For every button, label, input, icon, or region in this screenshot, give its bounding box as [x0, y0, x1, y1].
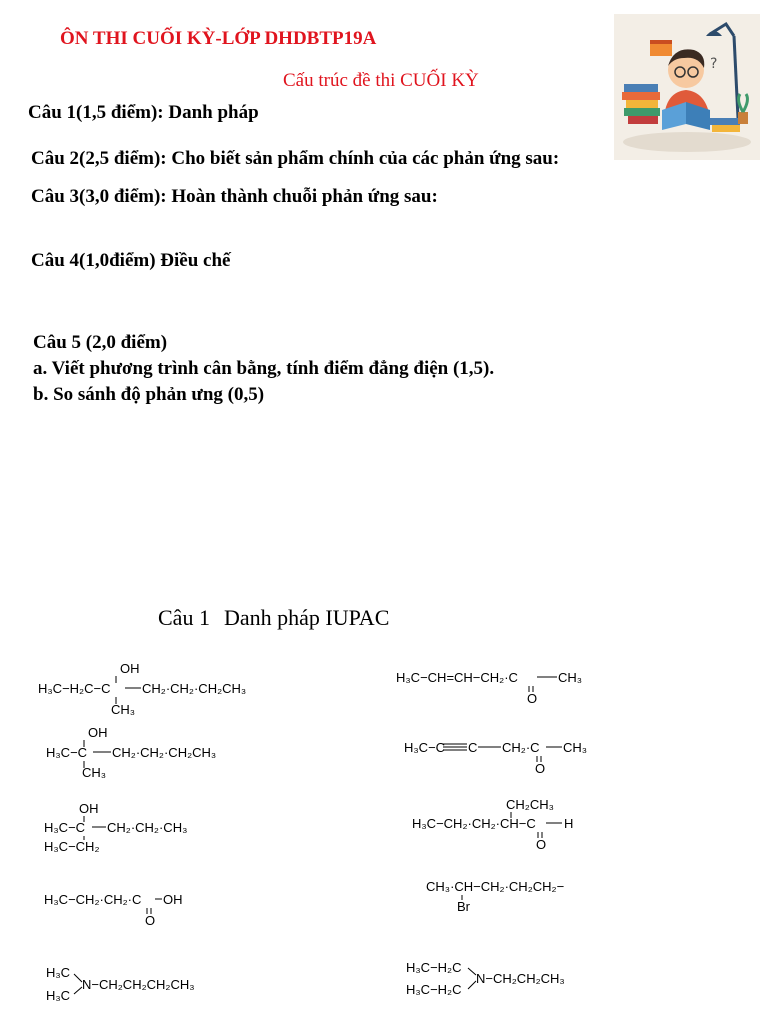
section-title: [158, 605, 403, 631]
m5-left: H₃C: [46, 965, 71, 980]
page-subtitle: Cấu trúc đề thi CUỐI KỲ: [283, 70, 479, 91]
student-reading-icon: [614, 14, 760, 160]
m7-mid: C: [468, 740, 478, 755]
question-4: Câu 4(1,0điểm) Điều chế: [31, 250, 231, 271]
m1-bottom: CH₃: [111, 702, 136, 717]
m3-bottom: H₃C−CH₂: [44, 839, 100, 854]
m9-bottom: Br: [457, 899, 470, 914]
m8-right: H: [564, 816, 574, 831]
m8-top: CH₂CH₃: [506, 797, 554, 812]
m1-left: H₃C−H₂C−C: [38, 681, 111, 696]
question-3: Câu 3(3,0 điểm): Hoàn thành chuỗi phản ứng sau:: [31, 186, 438, 207]
question-5-title: Câu 5 (2,0 điểm): [33, 332, 168, 353]
molecule-2: [46, 724, 286, 784]
question-2: Câu 2(2,5 điểm): Cho biết sản phẩm chính của các phản ứng sau:: [31, 148, 560, 169]
m6-right: CH₃: [558, 670, 583, 685]
m3-right: CH₂·CH₂·CH₃: [107, 820, 188, 835]
question-5: [33, 330, 494, 408]
m4-right: OH: [163, 892, 183, 907]
question-5-b: b. So sánh độ phản ưng (0,5): [33, 384, 265, 405]
molecule-5: [46, 962, 246, 1006]
molecule-7: [404, 734, 614, 778]
molecule-1: [38, 660, 298, 720]
m8-left: H₃C−CH₂·CH₂·CH−C: [412, 816, 536, 831]
m10-left2: H₃C−H₂C: [406, 982, 462, 997]
molecule-4: [44, 888, 244, 928]
m10-left: H₃C−H₂C: [406, 960, 462, 975]
m2-left: H₃C−C: [46, 745, 88, 760]
molecule-6: [396, 664, 616, 708]
m7-bottom: O: [535, 761, 546, 776]
m6-bottom: O: [527, 691, 538, 706]
m3-top: OH: [79, 801, 99, 816]
m7-right: CH₃: [563, 740, 588, 755]
student-reading-illustration: [614, 14, 760, 160]
molecule-10: [406, 956, 626, 1002]
m4-bottom: O: [145, 913, 156, 928]
m1-right: CH₂·CH₂·CH₂CH₃: [142, 681, 247, 696]
question-1: Câu 1(1,5 điểm): Danh pháp: [28, 102, 259, 123]
m2-top: OH: [88, 725, 108, 740]
m4-left: H₃C−CH₂·CH₂·C: [44, 892, 142, 907]
svg-text:?: ?: [710, 56, 718, 72]
m2-bottom: CH₃: [82, 765, 107, 780]
section-label: Danh pháp IUPAC: [223, 605, 390, 630]
molecule-9: [426, 874, 626, 918]
m2-right: CH₂·CH₂·CH₂CH₃: [112, 745, 217, 760]
m6-left: H₃C−CH=CH−CH₂·C: [396, 670, 518, 685]
m10-right: N−CH₂CH₂CH₃: [476, 971, 565, 986]
question-5-a: a. Viết phương trình cân bằng, tính điểm đẳng điện (1,5).: [33, 358, 495, 379]
m8-bottom: O: [536, 837, 547, 852]
section-number: Câu 1: [158, 605, 210, 630]
page-title: ÔN THI CUỐI KỲ-LỚP DHDBTP19A: [60, 28, 377, 49]
m1-top: OH: [120, 661, 140, 676]
m5-left2: H₃C: [46, 988, 71, 1003]
m3-left: H₃C−C: [44, 820, 86, 835]
m7-left: H₃C−C: [404, 740, 446, 755]
m5-right: N−CH₂CH₂CH₂CH₃: [82, 977, 195, 992]
molecule-8: [412, 794, 632, 854]
molecule-3: [44, 800, 264, 860]
m7-mid2: CH₂·C: [502, 740, 540, 755]
m9-left: CH₃·CH−CH₂·CH₂CH₂−: [426, 879, 565, 894]
